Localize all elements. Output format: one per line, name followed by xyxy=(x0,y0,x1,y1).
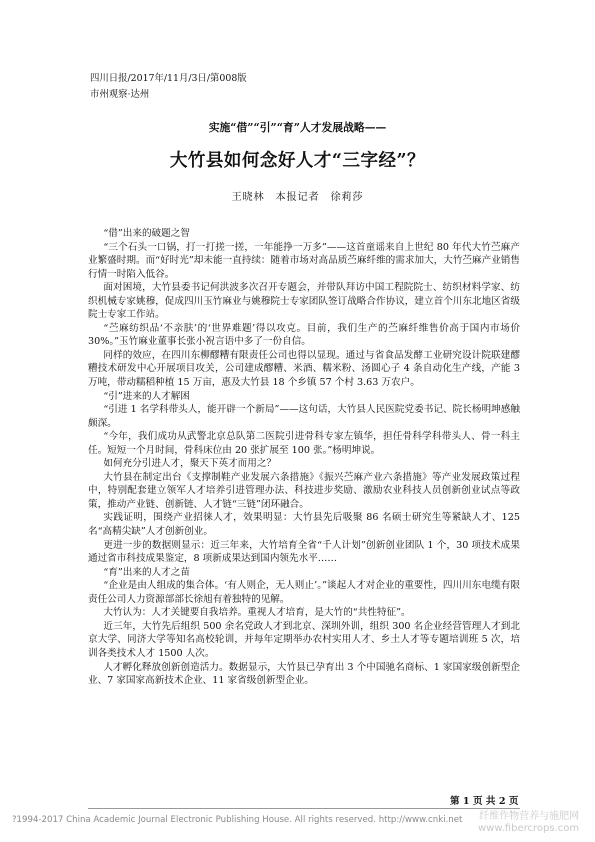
watermark: 纤维作物营养与施肥网 www.fibercrops.com xyxy=(478,811,580,834)
paragraph: 人才孵化释放创新创造活力。数据显示，大竹县已孕育出 3 个中国驰名商标、1 家国家级创新型企业、7 家国家高新技术企业、11 家省级创新型企业。 xyxy=(88,661,520,687)
column-line: 市州观察·达州 xyxy=(90,88,150,100)
source-line: 四川日报/2017年/11月/3日/第008版 xyxy=(90,73,247,84)
article-authors: 王晓林 本报记者 徐莉莎 xyxy=(231,192,364,203)
paragraph: 同样的效应，在四川东柳醪糟有限责任公司也得以显现。通过与省食品发酵工业研究设计院联建醪糟技术研发中心开展项目攻关，公司建成醪糟、米酒、糯米粉、汤圆心子 4 条自动化生产线，产能 3 万吨，带动糯稻种植 15 万亩，惠及大竹县 18 个乡镇 57 个村 3.63 万农户。 xyxy=(88,349,520,389)
paragraph: 近三年，大竹先后组织 500 余名党政人才到北京、深圳外训，组织 300 名企业经营管理人才到北京大学、同济大学等知名高校轮训，并每年定期举办农村实用人才、乡土人才等专题培训班 5 次，培训各类技术人才 1500 人次。 xyxy=(88,620,520,659)
article-body xyxy=(88,227,520,688)
page-number: 第 1 页 共 2 页 xyxy=(450,796,519,807)
paragraph: 大竹认为：人才关键要自我培养。重视人才培育，是大竹的“共性特征”。 xyxy=(103,607,411,619)
article-title: 大竹县如何念好人才“三字经”？ xyxy=(169,151,426,171)
paragraph: “企业是由人组成的集合体。‘有人则企，无人则止’。”谈起人才对企业的重要性，四川川东电缆有限责任公司人力资源部部长徐旭有着独特的见解。 xyxy=(88,580,520,605)
paragraph: “三个石头一口锅，打一打搓一搓，一年能挣一万多”——这首童谣来自上世纪 80 年代大竹苎麻产业繁盛时期。而“好时光”却未能一直持续：随着市场对高品质苎麻纤维的需求加大，大竹苎麻产业销售行情一时陷入低谷。 xyxy=(88,241,520,280)
copyright-footer: ?1994-2017 China Academic Journal Electronic Publishing House. All rights reserved. http://www.cnki.net xyxy=(12,815,463,825)
section-heading: “借”出来的破题之智 xyxy=(103,228,190,239)
paragraph: “引进 1 名学科带头人，能开辟一个新局”——这句话，大竹县人民医院党委书记、院长杨明坤感触颇深。 xyxy=(88,404,520,429)
footer-divider xyxy=(88,808,520,809)
source-header xyxy=(90,71,247,102)
paragraph: 面对困境，大竹县委书记何洪波多次召开专题会，并带队拜访中国工程院院士、纺织材料学家、纺织机械专家姚穆，促成四川玉竹麻业与姚穆院士专家团队签订战略合作协议，建立首个川东北地区省级院士专家工作站。 xyxy=(88,282,520,321)
paragraph: “今年，我们成功从武警北京总队第二医院引进骨科专家左镇华，担任骨科学科带头人、骨一科主任。短短一个月时间，骨科床位由 20 张扩展至 100 张。”杨明坤说。 xyxy=(88,431,520,456)
paragraph: 实践证明，围绕产业招徕人才，效果明显：大竹县先后吸聚 86 名硕士研究生等紧缺人才、125 名“高精尖缺”人才创新创业。 xyxy=(88,512,520,538)
paragraph: 更进一步的数据则显示：近三年来，大竹培育全省“千人计划”创新创业团队 1 个，30 项技术成果通过省市科技成果鉴定，8 项新成果达到国内领先水平…… xyxy=(88,539,520,565)
paragraph: 大竹县在制定出台《支撑制鞋产业发展六条措施》《振兴苎麻产业六条措施》等产业发展政策过程中，特别配套建立领军人才培养引进管理办法、科技进步奖励、激励农业科技人员创新创业试点等政策，推动产业链、创新链、人才链“三链”闭环融合。 xyxy=(88,471,520,510)
paragraph: “苎麻纺织品‘不亲肤’的‘世界难题’得以攻克。目前，我们生产的苎麻纤维售价高于国内市场价 30%。”玉竹麻业董事长张小祝言语中多了一份自信。 xyxy=(88,322,520,348)
section-heading: “育”出来的人才之苗 xyxy=(103,566,190,578)
section-heading: “引”进来的人才解困 xyxy=(103,390,190,402)
paragraph: 如何充分引进人才，聚天下英才而用之？ xyxy=(103,458,277,470)
article-subtitle: 实施“借”“引”“育”人才发展战略—— xyxy=(208,121,387,134)
